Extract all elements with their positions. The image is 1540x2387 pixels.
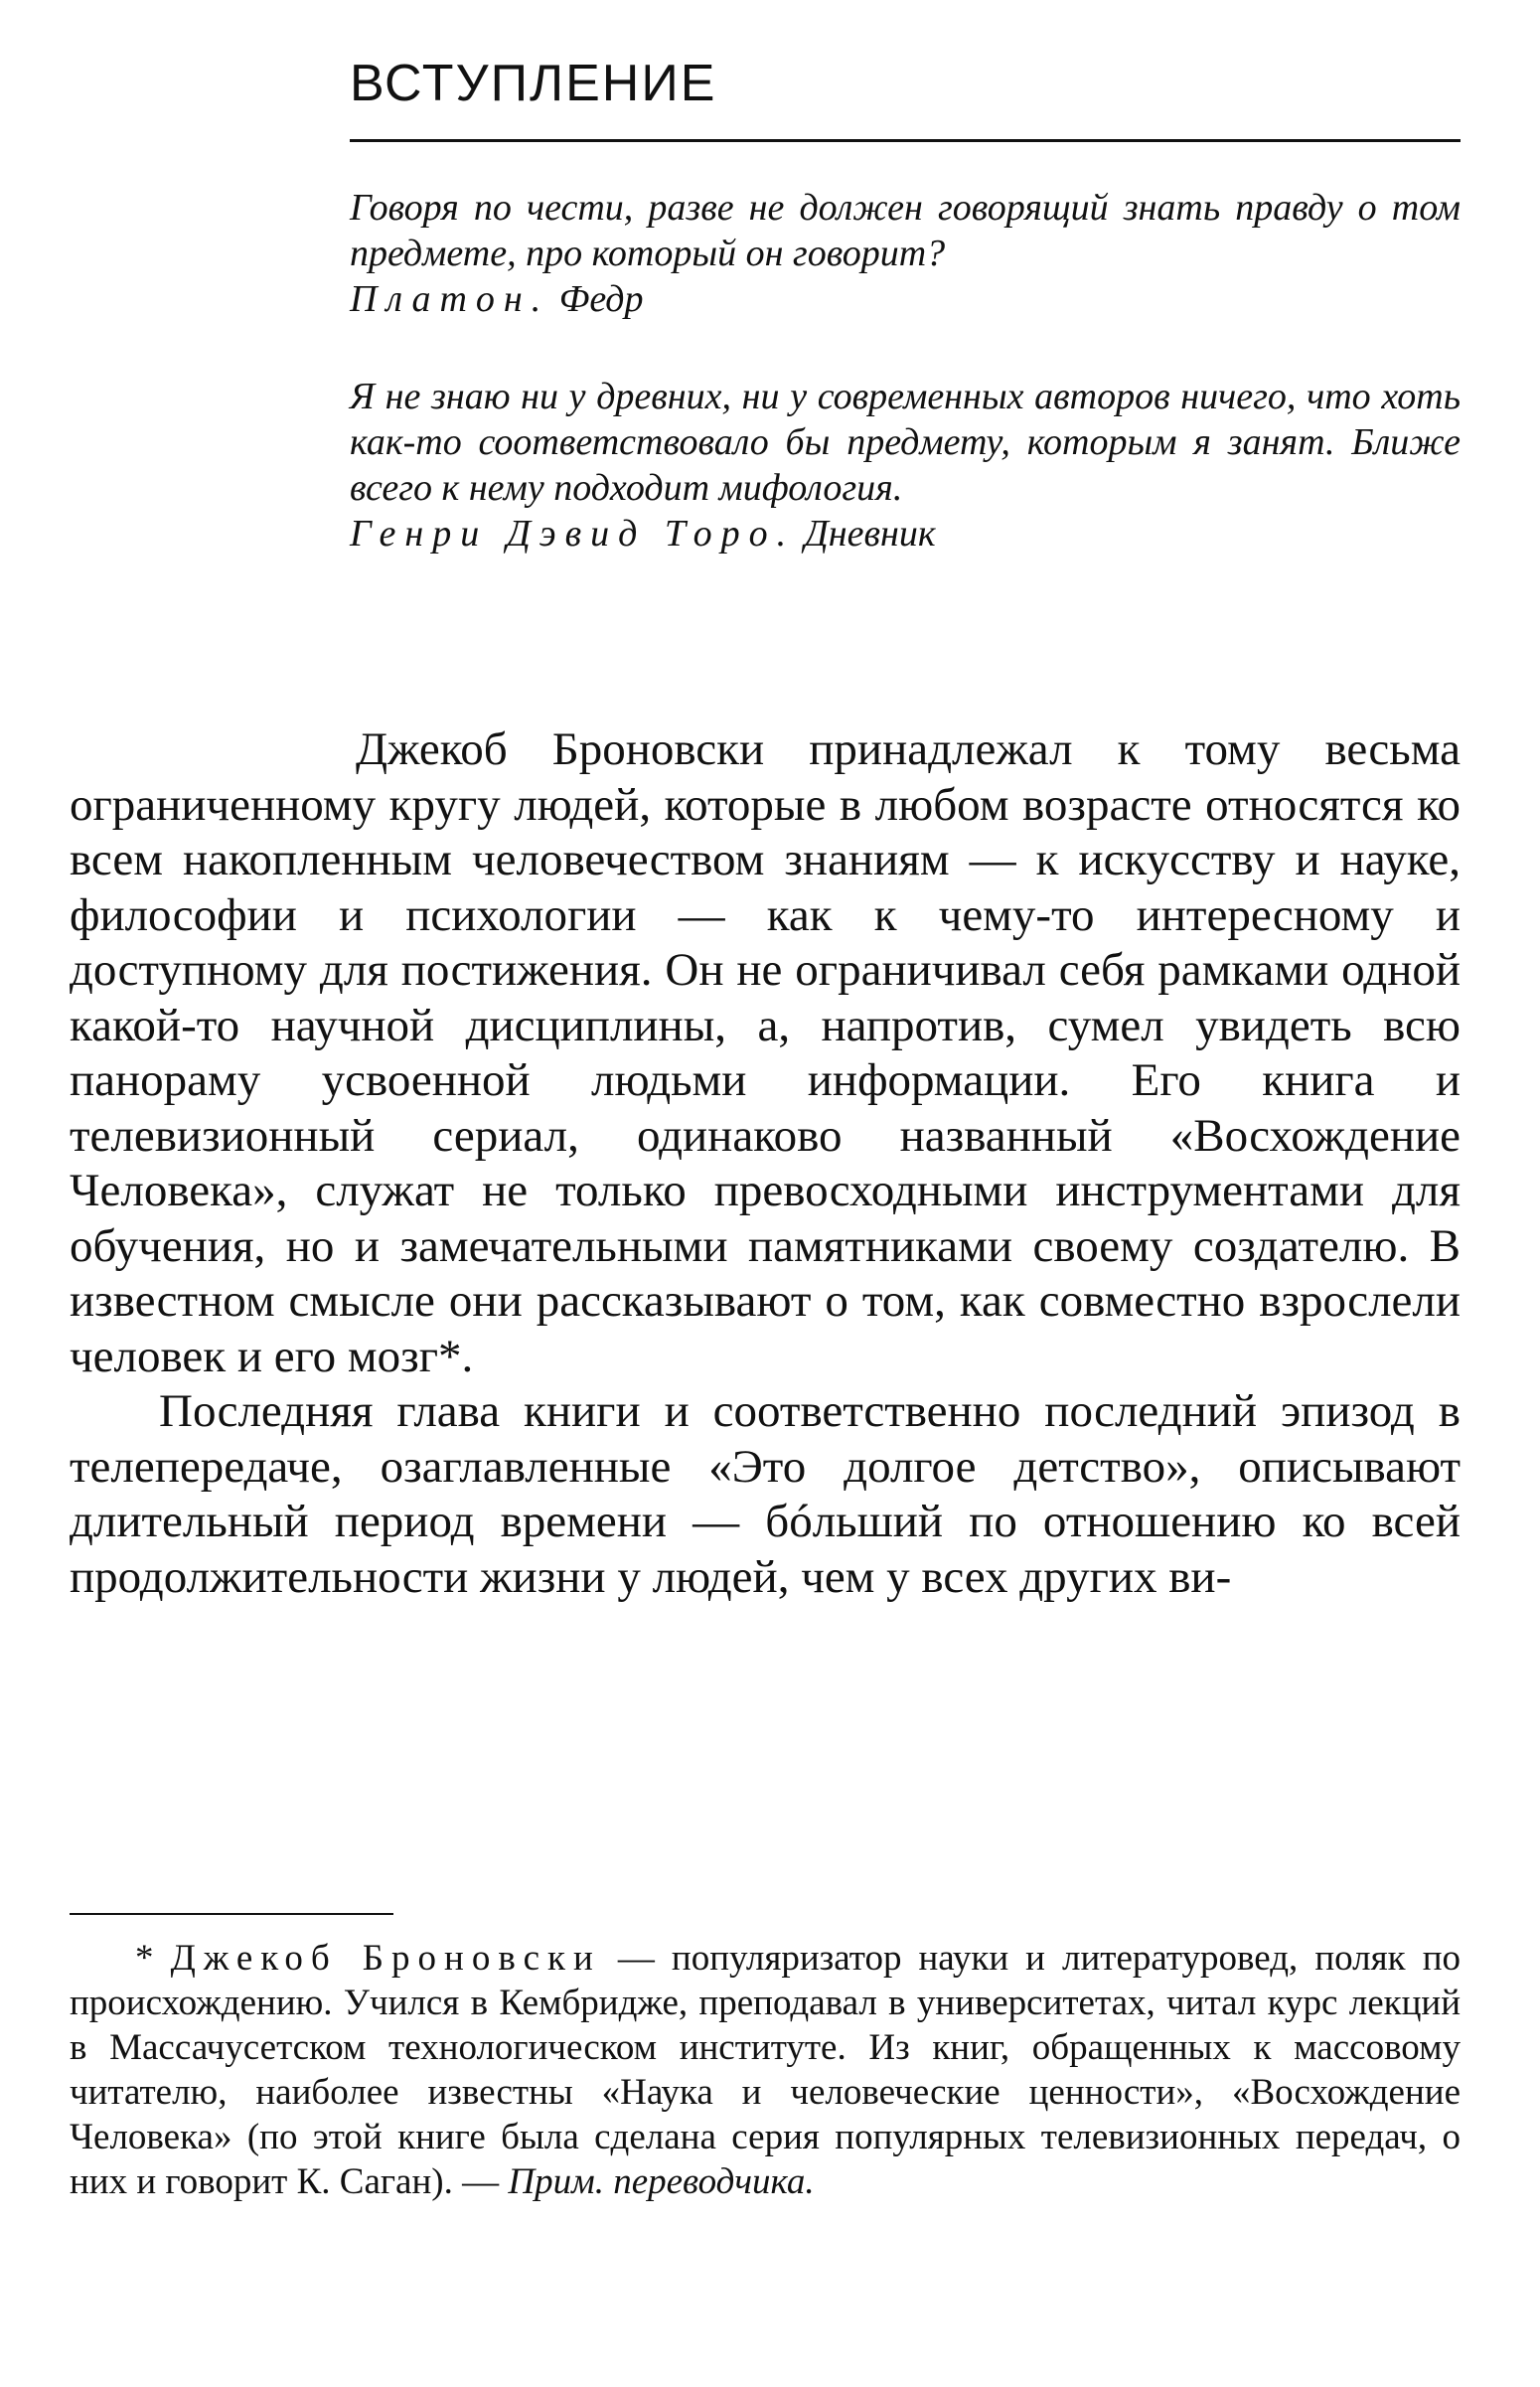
epigraph-text: Говоря по чести, разве не должен говорящий знать правду о том предмете, про который он говорит? (350, 187, 1461, 274)
epigraph-attribution (350, 276, 1461, 322)
body-paragraph: Джекоб Броновски принадлежал к тому весьма ограниченному кругу людей, которые в любом возрасте относятся ко всем накопленным человечеством знаниям — к искусству и науке, философии и психологии — как к чему-то интересному и доступному для постижения. Он не ограничивал себя рамками одной какой-то научной дисциплины, а, напротив, сумел увидеть всю панораму усвоенной людьми информации. Его книга и телевизионный сериал, одинаково названный «Восхождение Человека», служат не только превосходными инструментами для обучения, но и замечательными памятниками своему создателю. В известном смысле они рассказывают о том, как совместно взрослели человек и его мозг*. (70, 723, 1461, 1382)
epigraph-work: Федр (558, 278, 644, 320)
heading-rule (350, 139, 1461, 142)
body-paragraph: Последняя глава книги и соответственно последний эпизод в телепередаче, озаглавленные «Это долгое детство», описывают длительный период времени — бóльший по отношению ко всей продолжительности жизни у людей, чем у всех других ви- (70, 1385, 1461, 1603)
footnote-name: Джекоб Броновски (170, 1938, 601, 1979)
epigraph-author: Генри Дэвид Торо. (350, 513, 796, 555)
epigraph-attribution (350, 511, 1461, 557)
epigraph-plato (350, 185, 1461, 322)
footnote-marker: * (135, 1938, 154, 1979)
epigraph-author: Платон. (350, 278, 550, 320)
translator-note: Прим. переводчика. (508, 2161, 815, 2202)
chapter-heading: ВСТУПЛЕНИЕ (350, 55, 717, 112)
footnote-text: — популяризатор науки и литературовед, поляк по происхождению. Учился в Кембридже, преподавал в университетах, читал курс лекций в Массачусетском технологическом институте. Из книг, обращенных к массовому читателю, наиболее известны «Наука и человеческие ценности», «Восхождение Человека» (по этой книге была сделана серия популярных телевизионных передач, о них и говорит К. Саган). — (70, 1938, 1462, 2202)
epigraph-thoreau (350, 374, 1461, 557)
footnote-paragraph (70, 1936, 1461, 2204)
main-text (70, 722, 1461, 1605)
footnote (70, 1936, 1461, 2204)
footnote-rule (70, 1913, 393, 1915)
epigraph-work: Дневник (804, 513, 936, 555)
epigraph-text: Я не знаю ни у древних, ни у современных авторов ничего, что хоть как-то соответствовало бы предмету, которым я занят. Ближе всего к нему подходит мифология. (350, 376, 1461, 509)
